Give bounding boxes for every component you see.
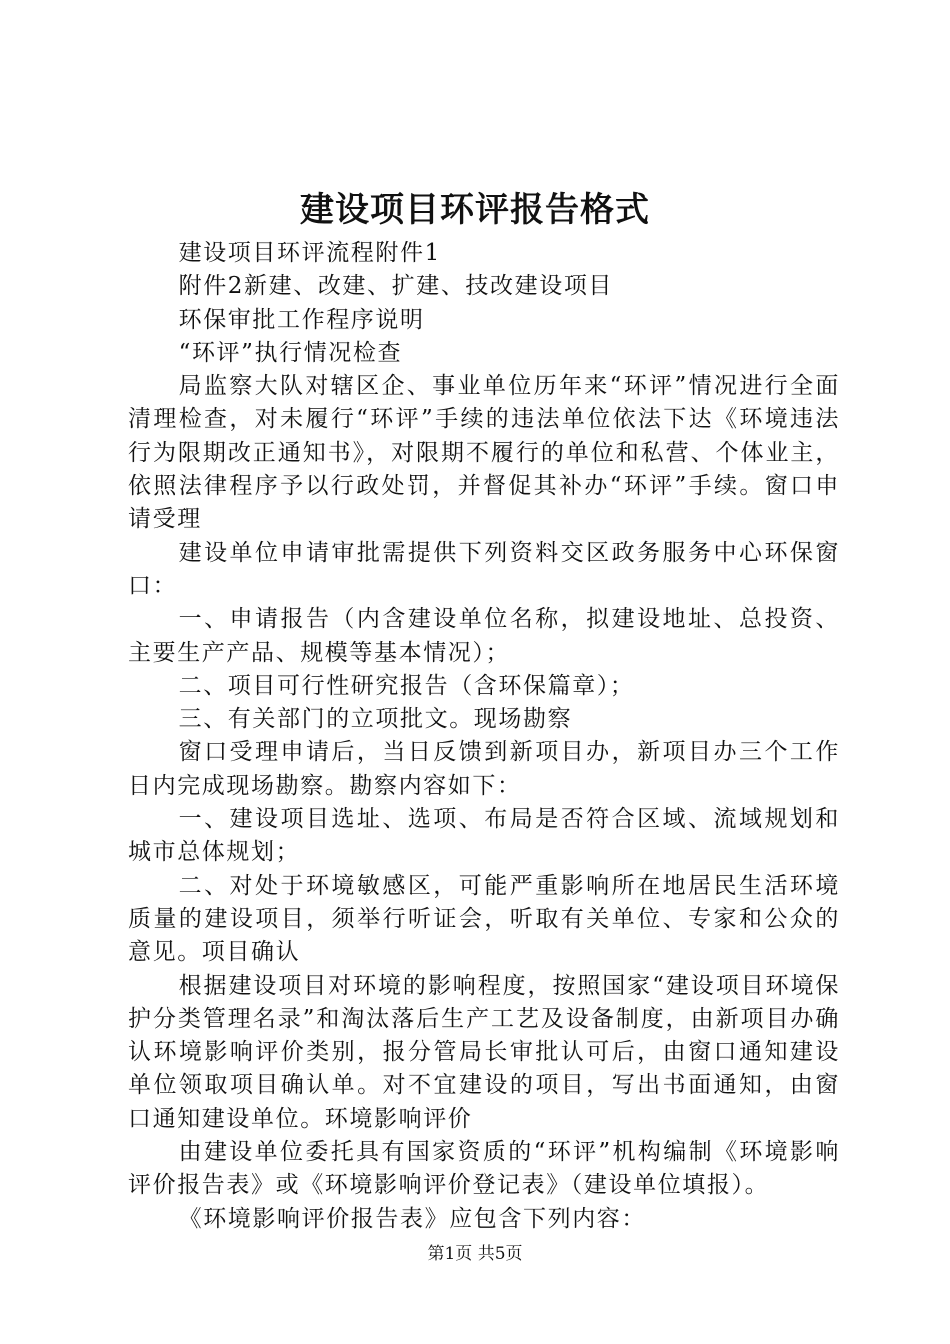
page-number-footer: 第1页 共5页 xyxy=(427,1244,523,1264)
paragraph: 三、有关部门的立项批文。现场勘察 xyxy=(178,706,573,733)
paragraph: 一、申请报告（内含建设单位名称，拟建设地址、总投资、主要生产产品、规模等基本情况）； xyxy=(128,606,840,666)
paragraph: 《环境影响评价报告表》应包含下列内容： xyxy=(178,1205,646,1232)
paragraph: 建设项目环评流程附件1 xyxy=(178,240,441,266)
paragraph: 窗口受理申请后，当日反馈到新项目办，新项目办三个工作日内完成现场勘察。勘察内容如下： xyxy=(128,739,840,799)
paragraph: 根据建设项目对环境的影响程度，按照国家“建设项目环境保护分类管理名录”和淘汰落后生产工艺及设备制度，由新项目办确认环境影响评价类别，报分管局长审批认可后，由窗口通知建设单位领取项目确认单。对不宜建设的项目，写出书面通知，由窗口通知建设单位。环境影响评价 xyxy=(128,972,840,1132)
paragraph: 建设单位申请审批需提供下列资料交区政务服务中心环保窗口： xyxy=(128,539,840,599)
document-body xyxy=(128,237,840,1236)
paragraph: 二、对处于环境敏感区，可能严重影响所在地居民生活环境质量的建设项目，须举行听证会，听取有关单位、专家和公众的意见。项目确认 xyxy=(128,872,840,966)
paragraph: 二、项目可行性研究报告（含环保篇章）； xyxy=(178,672,635,699)
paragraph: 附件2新建、改建、扩建、技改建设项目 xyxy=(178,273,614,300)
paragraph: 由建设单位委托具有国家资质的“环评”机构编制《环境影响评价报告表》或《环境影响评价登记表》（建设单位填报）。 xyxy=(128,1139,840,1199)
paragraph: 一、建设项目选址、选项、布局是否符合区域、流域规划和城市总体规划； xyxy=(128,806,840,866)
document-title: 建设项目环评报告格式 xyxy=(300,190,650,230)
paragraph: “环评”执行情况检查 xyxy=(178,339,403,366)
paragraph: 局监察大队对辖区企、事业单位历年来“环评”情况进行全面清理检查，对未履行“环评”手续的违法单位依法下达《环境违法行为限期改正通知书》，对限期不履行的单位和私营、个体业主，依照法律程序予以行政处罚，并督促其补办“环评”手续。窗口申请受理 xyxy=(128,373,840,533)
paragraph: 环保审批工作程序说明 xyxy=(178,306,425,333)
